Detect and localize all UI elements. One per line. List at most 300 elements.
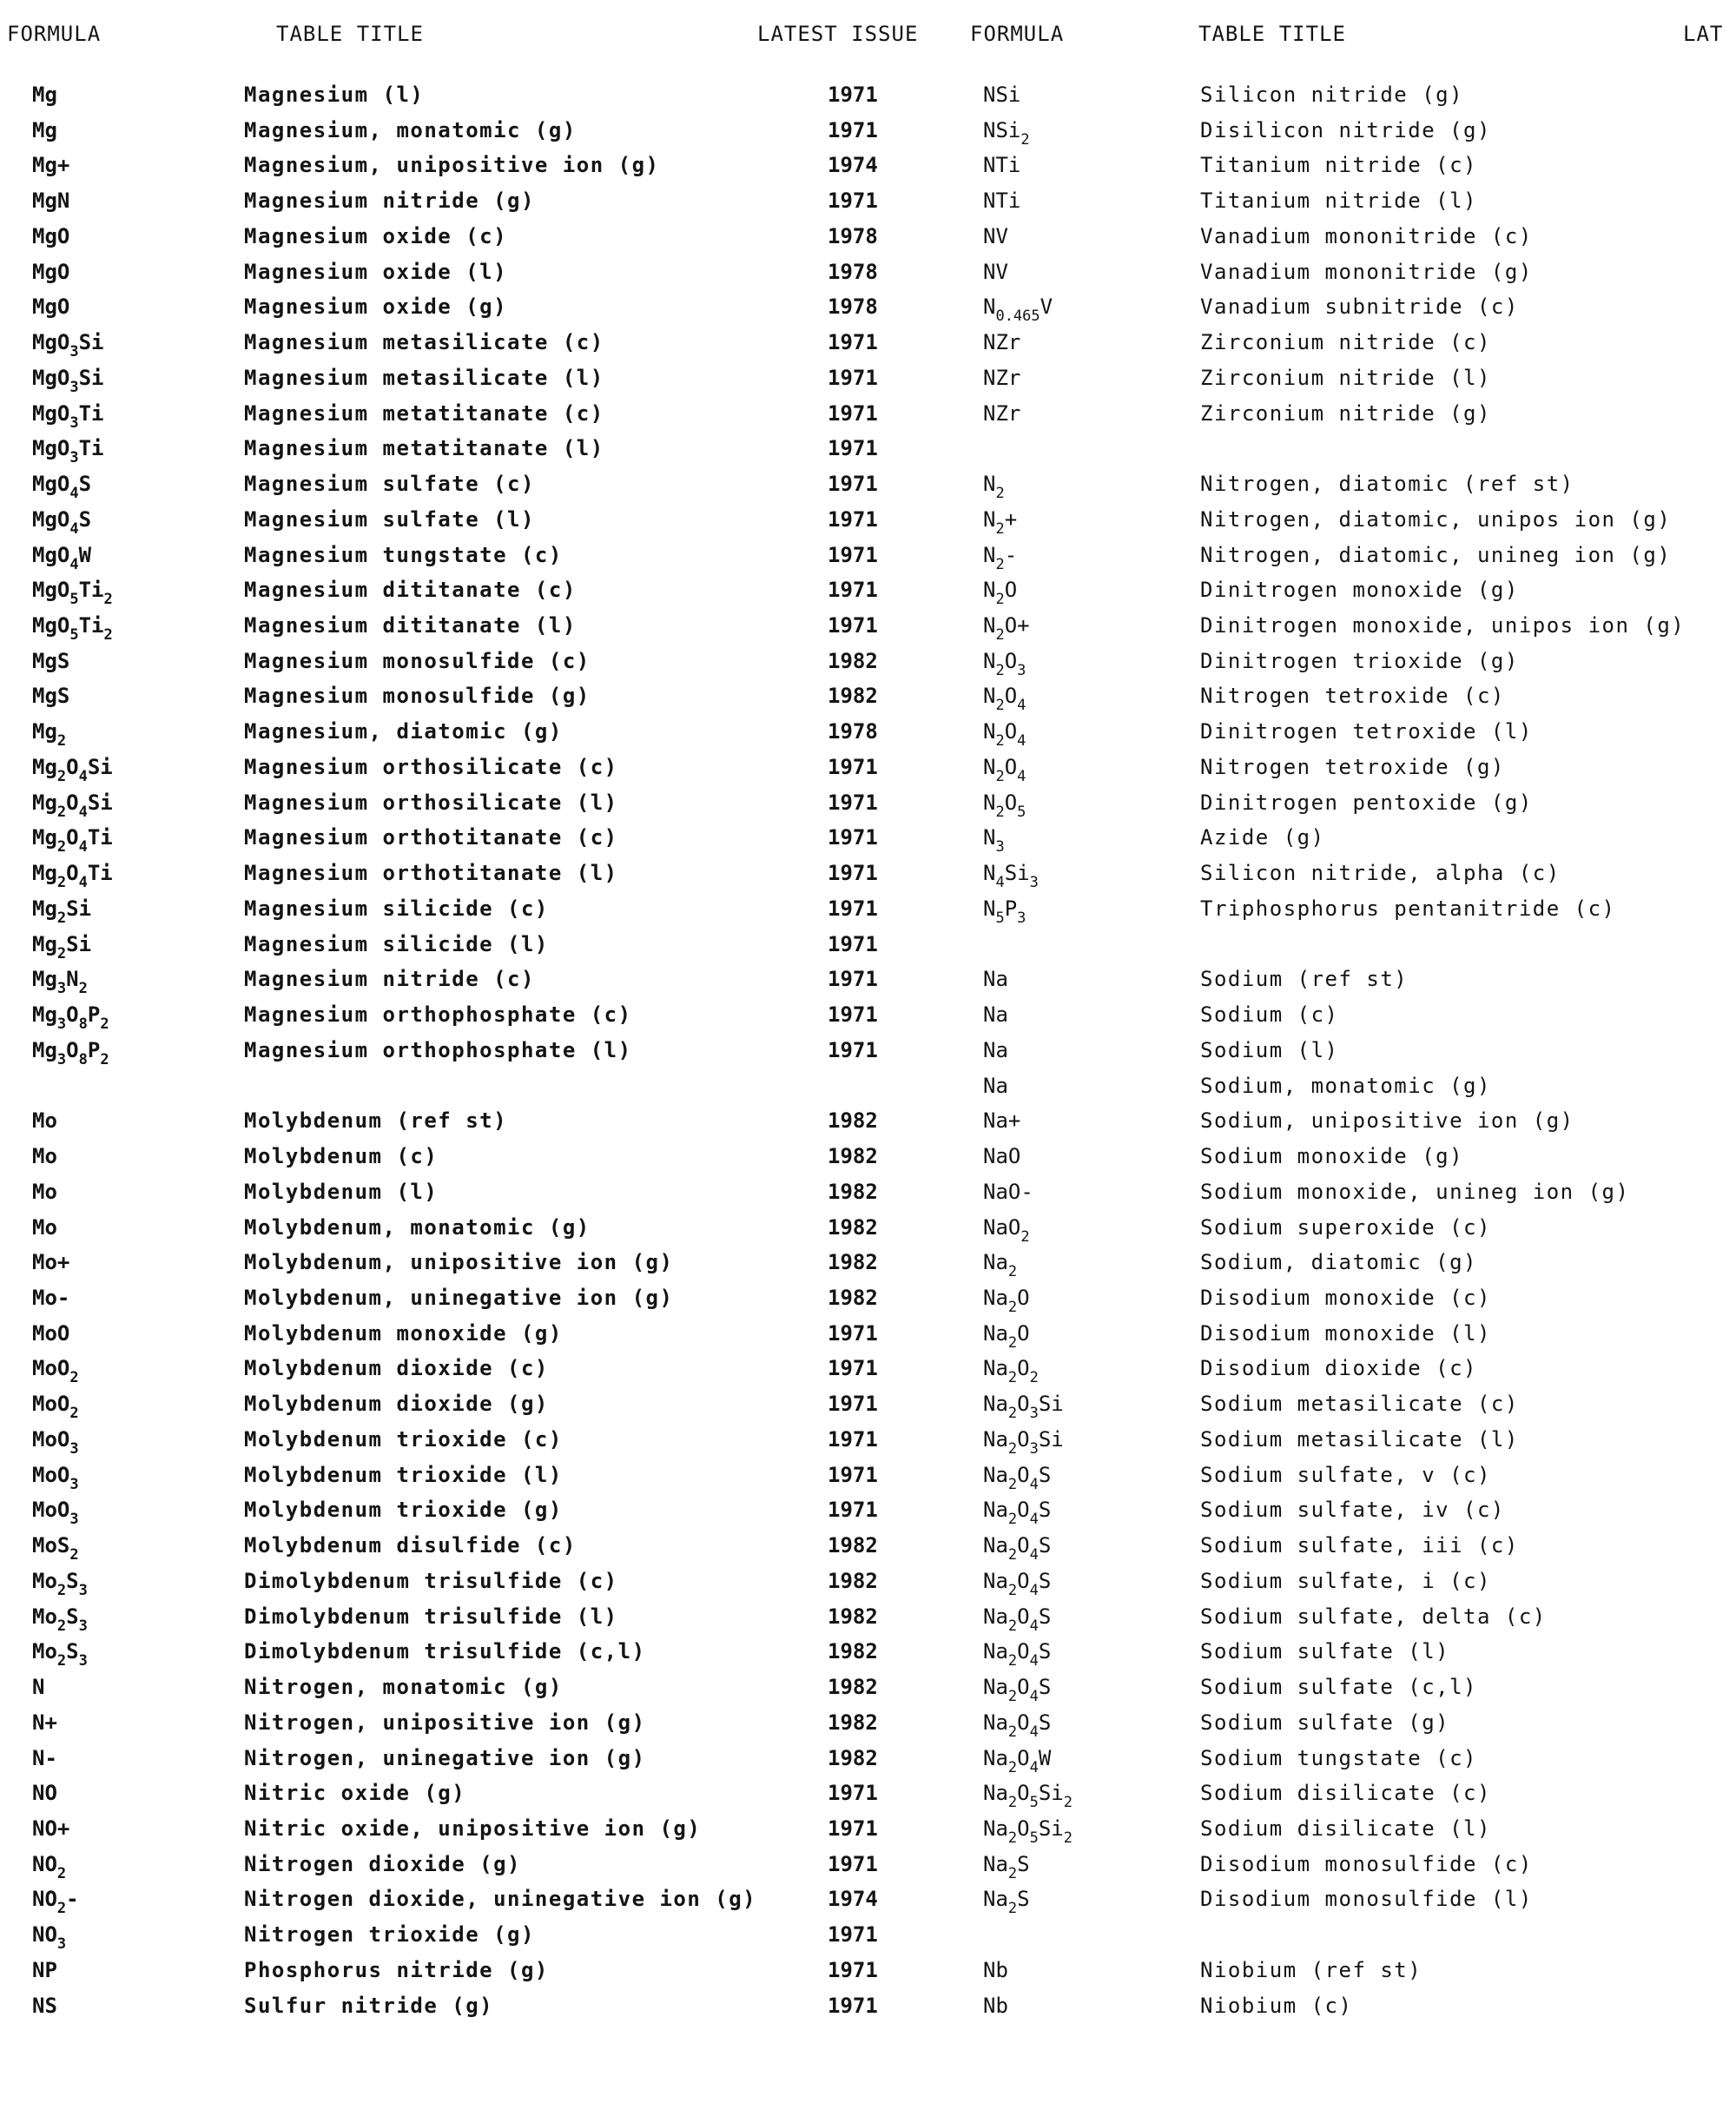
formula-cell: MgO$_4$S xyxy=(32,472,92,503)
latest-issue-cell: 1971 xyxy=(828,1957,878,1982)
table-title-cell: Dimolybdenum trisulfide (c,l) xyxy=(244,1639,646,1664)
formula-cell: $Na_2O_5Si_2$ xyxy=(983,1781,1073,1812)
table-row xyxy=(983,1074,1730,1109)
table-row xyxy=(983,1463,1730,1498)
table-title-cell: Magnesium nitride (g) xyxy=(244,189,535,214)
table-title-cell: Magnesium oxide (l) xyxy=(244,259,508,284)
formula-cell: $Mg_2O_4Ti$ xyxy=(32,825,113,857)
table-title-cell: Magnesium metasilicate (l) xyxy=(244,365,604,390)
table-title-cell: Disilicon nitride (g) xyxy=(1200,117,1491,142)
table-row xyxy=(983,260,1730,295)
formula-cell: $MgO_5Ti_2$ xyxy=(32,578,113,609)
table-row xyxy=(32,506,878,543)
formula-cell: MgO$_3$Ti xyxy=(32,400,104,432)
formula-cell: $Mo_2S_3$ xyxy=(32,1604,88,1635)
table-title-cell: Nitric oxide, unipositive ion (g) xyxy=(244,1816,702,1841)
latest-issue-cell: 1978 xyxy=(828,223,878,248)
table-title-cell: Sodium metasilicate (l) xyxy=(1200,1426,1519,1452)
formula-cell: $Na_2O_5Si_2$ xyxy=(983,1816,1073,1847)
table-title-cell: Magnesium monosulfide (c) xyxy=(244,648,591,673)
table-row xyxy=(32,1002,878,1038)
table-row xyxy=(983,1922,1730,1958)
table-title-cell: Nitrogen trioxide (g) xyxy=(244,1922,535,1948)
table-row xyxy=(983,1958,1730,1994)
table-row xyxy=(983,649,1730,685)
table-title-cell: Magnesium, diatomic (g) xyxy=(244,719,563,744)
table-row xyxy=(983,1250,1730,1286)
table-row xyxy=(983,719,1730,755)
latest-issue-cell: 1971 xyxy=(828,1781,878,1806)
formula-cell: MoO$_3$ xyxy=(32,1462,79,1493)
formula-cell: N xyxy=(32,1675,45,1700)
formula-cell: $Na_2O_4S$ xyxy=(983,1568,1052,1599)
table-title-cell: Sodium sulfate, iii (c) xyxy=(1200,1533,1519,1558)
latest-issue-cell: 1982 xyxy=(828,1285,878,1310)
table-row xyxy=(32,1426,878,1463)
header-formula-right: FORMULA xyxy=(970,22,1065,46)
table-title-cell: Sodium sulfate (l) xyxy=(1200,1639,1450,1664)
formula-cell: $Mg_2O_4Si$ xyxy=(32,790,113,821)
formula-cell: NV xyxy=(983,259,1008,284)
table-row xyxy=(32,153,878,189)
table-row xyxy=(983,1675,1730,1710)
latest-issue-cell: 1971 xyxy=(828,117,878,142)
formula-cell: $Na_2O$ xyxy=(983,1320,1030,1352)
formula-cell: NV xyxy=(983,223,1008,248)
formula-cell: MgN xyxy=(32,189,70,214)
table-title-cell: Magnesium metatitanate (l) xyxy=(244,436,604,461)
table-title-cell: Magnesium silicide (l) xyxy=(244,931,549,956)
formula-cell: NS xyxy=(32,1993,57,2018)
formula-cell: MgO$_3$Si xyxy=(32,330,104,361)
formula-cell: $N_2O+$ xyxy=(983,613,1030,645)
table-row xyxy=(983,861,1730,896)
table-title-cell: Nitrogen tetroxide (c) xyxy=(1200,684,1505,709)
formula-cell: MgO$_3$Ti xyxy=(32,436,104,467)
formula-cell: NO xyxy=(32,1781,57,1806)
formula-cell: $Na_2O_2$ xyxy=(983,1356,1039,1387)
table-title-cell: Molybdenum disulfide (c) xyxy=(244,1533,577,1558)
table-title-cell: Disodium monoxide (l) xyxy=(1200,1320,1491,1346)
formula-cell: Mo+ xyxy=(32,1250,70,1275)
formula-cell: $Na_2O$ xyxy=(983,1285,1030,1316)
table-row xyxy=(983,1038,1730,1074)
table-title-cell: Sodium (ref st) xyxy=(1200,967,1409,992)
table-row xyxy=(32,1144,878,1180)
table-row xyxy=(983,401,1730,437)
right-table xyxy=(983,83,1730,2028)
formula-cell: $MgO_5Ti_2$ xyxy=(32,613,113,645)
formula-cell: $Na_2O_3Si$ xyxy=(983,1426,1064,1458)
table-row xyxy=(32,1179,878,1215)
table-title-cell: Magnesium metasilicate (c) xyxy=(244,330,604,355)
latest-issue-cell: 1974 xyxy=(828,153,878,178)
table-title-cell: Sodium, unipositive ion (g) xyxy=(1200,1108,1574,1134)
table-title-cell: Molybdenum monoxide (g) xyxy=(244,1320,563,1346)
table-row xyxy=(32,400,878,437)
table-row xyxy=(32,365,878,401)
table-title-cell: Sodium metasilicate (c) xyxy=(1200,1392,1519,1417)
table-row xyxy=(32,578,878,613)
table-title-cell: Disodium dioxide (c) xyxy=(1200,1356,1477,1381)
table-row xyxy=(32,1462,878,1498)
table-title-cell: Disodium monosulfide (c) xyxy=(1200,1851,1533,1876)
table-row xyxy=(983,543,1730,579)
table-row xyxy=(32,1392,878,1427)
formula-cell: NSi xyxy=(983,83,1021,107)
table-title-cell: Sodium (l) xyxy=(1200,1037,1339,1062)
latest-issue-cell: 1971 xyxy=(828,1356,878,1381)
table-row xyxy=(32,1710,878,1746)
table-title-cell: Magnesium sulfate (l) xyxy=(244,506,535,532)
table-row xyxy=(32,1356,878,1392)
formula-cell: $NO_2-$ xyxy=(32,1887,79,1918)
table-title-cell: Magnesium metatitanate (c) xyxy=(244,400,604,426)
table-row xyxy=(983,684,1730,719)
formula-cell: $N_2-$ xyxy=(983,542,1018,573)
formula-cell: Na xyxy=(983,967,1008,992)
formula-cell: $Mo_2S_3$ xyxy=(32,1568,88,1599)
table-title-cell: Molybdenum dioxide (c) xyxy=(244,1356,549,1381)
formula-cell: Nb xyxy=(983,1957,1008,1982)
latest-issue-cell: 1971 xyxy=(828,967,878,992)
table-row xyxy=(983,1180,1730,1215)
table-title-cell: Sodium, monatomic (g) xyxy=(1200,1073,1491,1098)
table-row xyxy=(983,1710,1730,1746)
formula-cell: NaO$_2$ xyxy=(983,1214,1030,1246)
table-row xyxy=(32,472,878,507)
table-row xyxy=(983,1604,1730,1640)
formula-cell: $N_2O$ xyxy=(983,578,1018,609)
latest-issue-cell: 1982 xyxy=(828,1533,878,1558)
table-row xyxy=(983,436,1730,472)
table-row xyxy=(32,83,878,118)
table-row xyxy=(32,790,878,826)
table-row xyxy=(32,1250,878,1286)
table-title-cell: Sodium monoxide, unineg ion (g) xyxy=(1200,1179,1630,1204)
formula-cell: NZr xyxy=(983,330,1021,355)
header-issue-left: LATEST ISSUE xyxy=(757,22,919,46)
table-title-cell: Zirconium nitride (g) xyxy=(1200,400,1491,426)
table-title-cell: Dimolybdenum trisulfide (l) xyxy=(244,1604,618,1629)
table-title-cell: Nitrogen, diatomic, unipos ion (g) xyxy=(1200,506,1672,532)
formula-cell: Mg xyxy=(32,83,57,107)
latest-issue-cell: 1971 xyxy=(828,1392,878,1417)
table-row xyxy=(983,118,1730,154)
formula-cell: $N_4Si_3$ xyxy=(983,861,1039,892)
latest-issue-cell: 1971 xyxy=(828,1851,878,1876)
table-title-cell: Nitrogen, diatomic (ref st) xyxy=(1200,472,1574,497)
latest-issue-cell: 1971 xyxy=(828,189,878,214)
table-title-cell: Magnesium tungstate (c) xyxy=(244,542,563,567)
latest-issue-cell: 1971 xyxy=(828,754,878,779)
latest-issue-cell: 1982 xyxy=(828,1568,878,1593)
table-title-cell: Nitrogen, unipositive ion (g) xyxy=(244,1710,646,1735)
formula-cell: N- xyxy=(32,1745,57,1770)
formula-cell: $Mg_2Si$ xyxy=(32,931,92,962)
formula-cell: $Mg_3N_2$ xyxy=(32,967,88,998)
table-row xyxy=(32,684,878,719)
formula-cell: $N_3$ xyxy=(983,825,1005,857)
table-row xyxy=(983,755,1730,790)
table-title-cell: Dinitrogen monoxide (g) xyxy=(1200,578,1519,603)
formula-cell: $N_5P_3$ xyxy=(983,896,1026,927)
table-title-cell: Magnesium silicide (c) xyxy=(244,896,549,921)
table-row xyxy=(983,1356,1730,1392)
formula-cell: MoO xyxy=(32,1320,70,1346)
formula-cell: $N_2O_3$ xyxy=(983,648,1026,679)
formula-cell: Mo xyxy=(32,1214,57,1240)
formula-cell: MgO$_4$W xyxy=(32,542,92,573)
table-row xyxy=(32,1214,878,1251)
table-row xyxy=(983,1816,1730,1852)
formula-cell: MgO xyxy=(32,259,70,284)
formula-cell: $Mg_3O_8P_2$ xyxy=(32,1002,109,1034)
table-row xyxy=(32,117,878,154)
formula-cell: Nb xyxy=(983,1993,1008,2018)
formula-cell: $N_2O_4$ xyxy=(983,719,1026,751)
table-row xyxy=(32,967,878,1002)
formula-cell: $Mg_3O_8P_2$ xyxy=(32,1037,109,1068)
table-title-cell: Disodium monoxide (c) xyxy=(1200,1285,1491,1310)
table-row xyxy=(983,1781,1730,1816)
formula-cell: NO+ xyxy=(32,1816,70,1841)
table-title-cell: Niobium (c) xyxy=(1200,1993,1353,2018)
latest-issue-cell: 1982 xyxy=(828,684,878,709)
table-row xyxy=(32,1851,878,1888)
latest-issue-cell: 1971 xyxy=(828,1498,878,1523)
table-title-cell: Magnesium, monatomic (g) xyxy=(244,117,577,142)
header-title-right: TABLE TITLE xyxy=(1198,22,1346,46)
latest-issue-cell: 1982 xyxy=(828,1639,878,1664)
table-row xyxy=(32,861,878,896)
formula-cell: $Mg_2O_4Si$ xyxy=(32,754,113,785)
table-row xyxy=(983,1498,1730,1533)
header-formula-left: FORMULA xyxy=(7,22,102,46)
table-row xyxy=(32,719,878,755)
table-title-cell: Molybdenum, monatomic (g) xyxy=(244,1214,591,1240)
latest-issue-cell: 1978 xyxy=(828,259,878,284)
formula-cell: N+ xyxy=(32,1710,57,1735)
formula-cell: $NO_3$ xyxy=(32,1922,67,1954)
latest-issue-cell: 1982 xyxy=(828,1108,878,1134)
latest-issue-cell: 1971 xyxy=(828,1922,878,1948)
table-title-cell: Nitrogen, monatomic (g) xyxy=(244,1675,563,1700)
formula-cell: $N_2O_5$ xyxy=(983,790,1026,821)
table-title-cell: Molybdenum trioxide (l) xyxy=(244,1462,563,1487)
table-title-cell: Dinitrogen pentoxide (g) xyxy=(1200,790,1533,815)
formula-cell: $N_{0.465}V$ xyxy=(983,294,1053,326)
table-title-cell: Molybdenum (l) xyxy=(244,1179,439,1204)
latest-issue-cell: 1982 xyxy=(828,1745,878,1770)
table-title-cell: Molybdenum trioxide (g) xyxy=(244,1498,563,1523)
formula-cell: NTi xyxy=(983,153,1021,178)
table-title-cell: Triphosphorus pentanitride (c) xyxy=(1200,896,1616,921)
table-title-cell: Titanium nitride (l) xyxy=(1200,189,1477,214)
table-row xyxy=(983,1002,1730,1038)
table-title-cell: Sodium sulfate, iv (c) xyxy=(1200,1498,1505,1523)
table-row xyxy=(983,224,1730,260)
latest-issue-cell: 1971 xyxy=(828,330,878,355)
table-row xyxy=(32,294,878,330)
table-title-cell: Vanadium mononitride (c) xyxy=(1200,223,1533,248)
table-row xyxy=(983,1639,1730,1675)
table-title-cell: Silicon nitride, alpha (c) xyxy=(1200,861,1561,886)
table-title-cell: Sodium disilicate (l) xyxy=(1200,1816,1491,1841)
table-row xyxy=(32,1922,878,1958)
table-title-cell: Zirconium nitride (l) xyxy=(1200,365,1491,390)
table-title-cell: Magnesium orthosilicate (l) xyxy=(244,790,618,815)
table-title-cell: Molybdenum, unipositive ion (g) xyxy=(244,1250,674,1275)
table-row xyxy=(32,613,878,649)
formula-cell: NTi xyxy=(983,189,1021,214)
table-row xyxy=(32,896,878,932)
table-row xyxy=(32,1568,878,1604)
formula-cell: Na xyxy=(983,1037,1008,1062)
table-row xyxy=(32,931,878,968)
table-title-cell: Magnesium, unipositive ion (g) xyxy=(244,153,660,178)
table-title-cell: Silicon nitride (g) xyxy=(1200,83,1464,107)
table-row xyxy=(32,1533,878,1569)
table-title-cell: Magnesium oxide (c) xyxy=(244,223,508,248)
table-title-cell: Dinitrogen tetroxide (l) xyxy=(1200,719,1533,744)
formula-cell: NZr xyxy=(983,400,1021,426)
table-row xyxy=(32,648,878,685)
table-title-cell: Molybdenum trioxide (c) xyxy=(244,1426,563,1452)
formula-cell: Mo xyxy=(32,1179,57,1204)
formula-cell: $N_2+$ xyxy=(983,506,1018,538)
formula-cell: Na xyxy=(983,1002,1008,1028)
table-title-cell: Sodium sulfate, v (c) xyxy=(1200,1462,1491,1487)
latest-issue-cell: 1971 xyxy=(828,790,878,815)
table-row xyxy=(32,754,878,790)
table-row xyxy=(983,1533,1730,1569)
latest-issue-cell: 1971 xyxy=(828,365,878,390)
latest-issue-cell: 1982 xyxy=(828,1179,878,1204)
latest-issue-cell: 1974 xyxy=(828,1887,878,1912)
latest-issue-cell: 1982 xyxy=(828,1144,878,1169)
table-title-cell: Magnesium sulfate (c) xyxy=(244,472,535,497)
table-title-cell: Sodium sulfate, i (c) xyxy=(1200,1568,1491,1593)
formula-cell: $Na_2O_4S$ xyxy=(983,1675,1052,1706)
table-row xyxy=(32,1498,878,1533)
formula-cell: Na+ xyxy=(983,1108,1021,1134)
latest-issue-cell: 1971 xyxy=(828,613,878,638)
formula-cell: $N_2O_4$ xyxy=(983,684,1026,715)
table-row xyxy=(32,1781,878,1816)
table-title-cell: Nitrogen, diatomic, unineg ion (g) xyxy=(1200,542,1672,567)
latest-issue-cell: 1971 xyxy=(828,506,878,532)
table-title-cell: Sodium tungstate (c) xyxy=(1200,1745,1477,1770)
table-row xyxy=(983,1286,1730,1321)
formula-cell: MoO$_3$ xyxy=(32,1498,79,1529)
table-title-cell: Sodium, diatomic (g) xyxy=(1200,1250,1477,1275)
formula-cell: $NO_2$ xyxy=(32,1851,67,1882)
table-title-cell: Dimolybdenum trisulfide (c) xyxy=(244,1568,618,1593)
formula-cell: $N_2$ xyxy=(983,472,1005,503)
formula-cell: MgS xyxy=(32,684,70,709)
table-row xyxy=(983,1852,1730,1888)
table-row xyxy=(32,1957,878,1994)
latest-issue-cell: 1971 xyxy=(828,1462,878,1487)
table-row xyxy=(983,1887,1730,1922)
table-title-cell: Vanadium mononitride (g) xyxy=(1200,259,1533,284)
formula-cell: MgO xyxy=(32,294,70,320)
formula-cell: $N_2O_4$ xyxy=(983,754,1026,785)
latest-issue-cell: 1982 xyxy=(828,1604,878,1629)
latest-issue-cell: 1982 xyxy=(828,1710,878,1735)
table-title-cell: Magnesium orthotitanate (l) xyxy=(244,861,618,886)
table-row xyxy=(983,1569,1730,1604)
table-title-cell: Zirconium nitride (c) xyxy=(1200,330,1491,355)
table-title-cell: Nitrogen dioxide, uninegative ion (g) xyxy=(244,1887,757,1912)
table-row xyxy=(32,1993,878,2029)
formula-cell: MoO$_2$ xyxy=(32,1392,79,1423)
table-row xyxy=(32,1816,878,1852)
table-row xyxy=(32,1037,878,1074)
table-row xyxy=(32,436,878,472)
table-row xyxy=(32,259,878,295)
formula-cell: NP xyxy=(32,1957,57,1982)
formula-cell: $Na_2O_4S$ xyxy=(983,1710,1052,1741)
formula-cell: NaO- xyxy=(983,1179,1033,1204)
formula-cell: Mo xyxy=(32,1144,57,1169)
table-row xyxy=(32,1887,878,1922)
formula-cell: Mo- xyxy=(32,1285,70,1310)
table-row xyxy=(32,825,878,861)
table-title-cell: Nitrogen tetroxide (g) xyxy=(1200,754,1505,779)
latest-issue-cell: 1971 xyxy=(828,1002,878,1028)
table-row xyxy=(983,507,1730,543)
table-row xyxy=(983,1321,1730,1357)
formula-cell: MgO$_4$S xyxy=(32,506,92,538)
formula-cell: Mg+ xyxy=(32,153,70,178)
latest-issue-cell: 1971 xyxy=(828,472,878,497)
table-row xyxy=(983,932,1730,968)
table-title-cell: Dinitrogen monoxide, unipos ion (g) xyxy=(1200,613,1686,638)
table-row xyxy=(983,1427,1730,1463)
table-title-cell: Vanadium subnitride (c) xyxy=(1200,294,1519,320)
table-title-cell: Nitrogen, uninegative ion (g) xyxy=(244,1745,646,1770)
formula-cell: $Na_2O_4S$ xyxy=(983,1462,1052,1493)
formula-cell: $Na_2S$ xyxy=(983,1851,1030,1882)
header-title-left: TABLE TITLE xyxy=(276,22,424,46)
latest-issue-cell: 1971 xyxy=(828,1816,878,1841)
latest-issue-cell: 1971 xyxy=(828,436,878,461)
table-row xyxy=(983,366,1730,401)
table-row xyxy=(32,1745,878,1782)
formula-cell: Na xyxy=(983,1073,1008,1098)
latest-issue-cell: 1971 xyxy=(828,542,878,567)
formula-cell: MoS$_2$ xyxy=(32,1533,79,1564)
table-row xyxy=(983,472,1730,507)
formula-cell: $Na_2S$ xyxy=(983,1887,1030,1918)
formula-cell: $Na_2O_4W$ xyxy=(983,1745,1052,1776)
table-row xyxy=(983,1215,1730,1251)
formula-cell: MoO$_3$ xyxy=(32,1426,79,1458)
latest-issue-cell: 1971 xyxy=(828,931,878,956)
latest-issue-cell: 1971 xyxy=(828,1993,878,2018)
table-title-cell: Magnesium orthophosphate (c) xyxy=(244,1002,632,1028)
formula-cell: $Na_2O_4S$ xyxy=(983,1498,1052,1529)
latest-issue-cell: 1971 xyxy=(828,861,878,886)
formula-cell: MgO xyxy=(32,223,70,248)
table-title-cell: Nitric oxide (g) xyxy=(244,1781,466,1806)
table-title-cell: Magnesium dititanate (l) xyxy=(244,613,577,638)
table-row xyxy=(983,790,1730,826)
table-row xyxy=(32,1639,878,1675)
table-title-cell: Sodium disilicate (c) xyxy=(1200,1781,1491,1806)
